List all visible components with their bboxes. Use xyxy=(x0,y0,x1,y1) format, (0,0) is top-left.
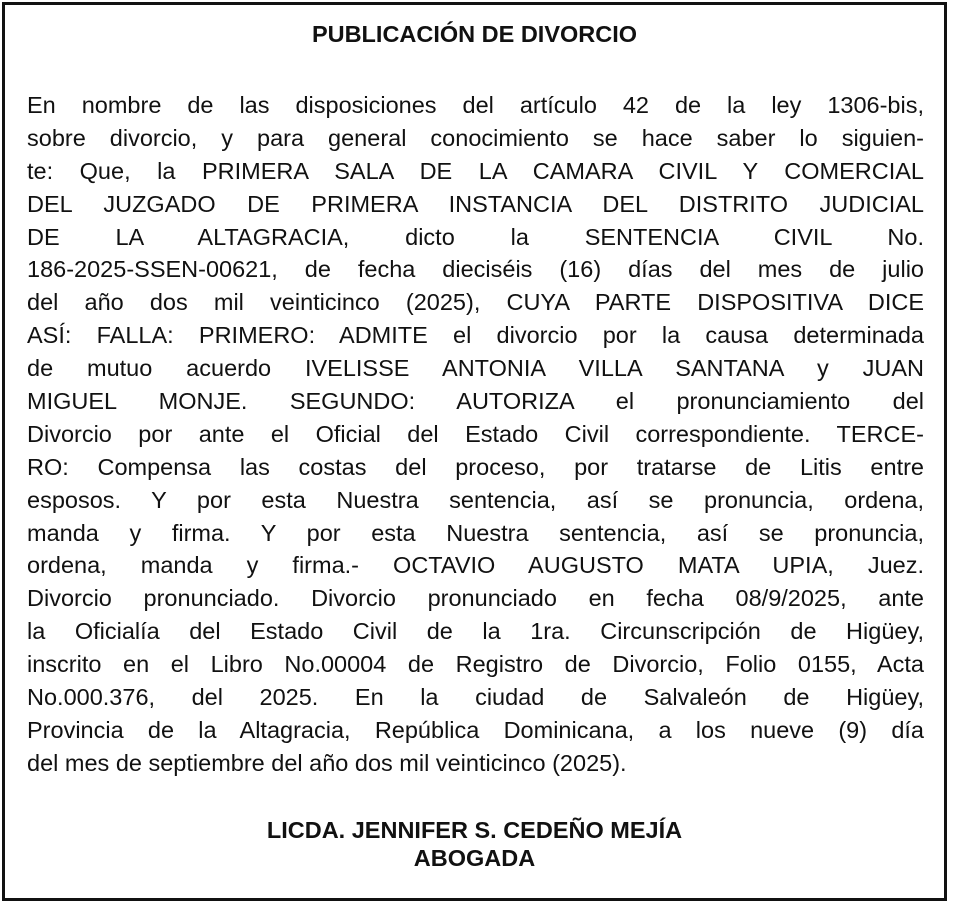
body-line: manda y firma. Y por esta Nuestra sentencia, así se pronuncia, xyxy=(27,519,924,546)
body-line: esposos. Y por esta Nuestra sentencia, así se pronuncia, ordena, xyxy=(27,486,924,513)
body-line: de mutuo acuerdo IVELISSE ANTONIA VILLA SANTANA y JUAN xyxy=(27,355,924,382)
body-line: En nombre de las disposiciones del artículo 42 de la ley 1306-bis, xyxy=(27,92,924,118)
signature-block xyxy=(5,816,944,872)
body-line: te: Que, la PRIMERA SALA DE LA CAMARA CIVIL Y COMERCIAL xyxy=(27,157,924,184)
body-line: Provincia de la Altagracia, República Dominicana, a los nueve (9) día xyxy=(27,716,924,743)
notice-title: PUBLICACIÓN DE DIVORCIO xyxy=(311,21,638,47)
body-line: sobre divorcio, y para general conocimiento se hace saber lo siguien- xyxy=(27,124,924,151)
body-line: del año dos mil veinticinco (2025), CUYA PARTE DISPOSITIVA DICE xyxy=(27,289,924,316)
body-line: ordena, manda y firma.- OCTAVIO AUGUSTO MATA UPIA, Juez. xyxy=(27,552,924,579)
body-line: RO: Compensa las costas del proceso, por tratarse de Litis entre xyxy=(27,453,924,480)
body-line: DE LA ALTAGRACIA, dicto la SENTENCIA CIVIL No. xyxy=(27,223,924,250)
body-line: inscrito en el Libro No.00004 de Registro de Divorcio, Folio 0155, Acta xyxy=(27,651,924,678)
body-line: Divorcio pronunciado. Divorcio pronunciado en fecha 08/9/2025, ante xyxy=(27,585,924,612)
notice-frame xyxy=(2,2,947,901)
body-line: DEL JUZGADO DE PRIMERA INSTANCIA DEL DISTRITO JUDICIAL xyxy=(27,190,924,217)
body-line: MIGUEL MONJE. SEGUNDO: AUTORIZA el pronunciamiento del xyxy=(27,388,924,415)
body-line: del mes de septiembre del año dos mil veinticinco (2025). xyxy=(27,749,627,776)
body-line: la Oficialía del Estado Civil de la 1ra. Circunscripción de Higüey, xyxy=(27,618,924,645)
body-line: No.000.376, del 2025. En la ciudad de Salvaleón de Higüey, xyxy=(27,684,924,711)
signature-role: ABOGADA xyxy=(413,845,536,871)
body-line: Divorcio por ante el Oficial del Estado Civil correspondiente. TERCE- xyxy=(27,420,924,447)
body-line: ASÍ: FALLA: PRIMERO: ADMITE el divorcio por la causa determinada xyxy=(27,322,924,349)
body-line: 186-2025-SSEN-00621, de fecha dieciséis (16) días del mes de julio xyxy=(27,256,924,283)
notice-body xyxy=(27,89,924,780)
signature-name: LICDA. JENNIFER S. CEDEÑO MEJÍA xyxy=(266,817,683,843)
